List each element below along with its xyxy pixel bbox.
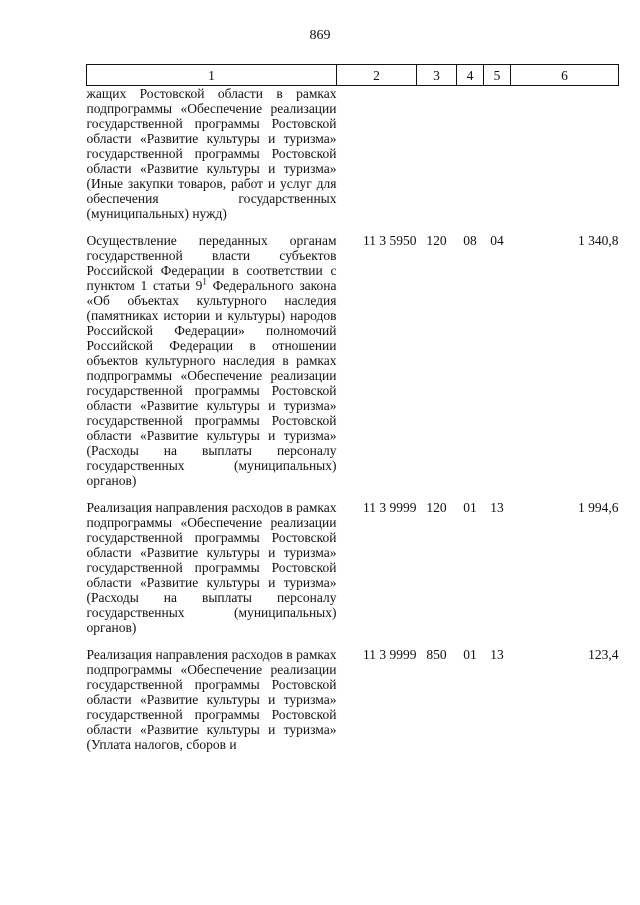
table-row xyxy=(87,500,619,635)
row-amount: 1 340,8 xyxy=(578,233,619,248)
row-col4: 01 xyxy=(463,647,477,662)
row-description: Реализация направления расходов в рамках подпрограммы «Обеспечение реализации государственной программы Ростовской области «Развитие культуры и туризма» государственной программы Ростовской области «Развитие культуры и туризма» (Уплата налогов, сборов и xyxy=(86,647,337,752)
row-col5: 13 xyxy=(490,500,504,515)
row-description-part: Федерального закона «Об объектах культурного наследия (памятниках истории и культуры) народов Российской Федерации» полномочий Российской Федерации в отношении объектов культурного наследия в рамках подпрограммы «Обеспечение реализации государственной программы Ростовской области «Развитие культуры и туризма» государственной программы Ростовской области «Развитие культуры и туризма» (Расходы на выплаты персоналу государственных (муниципальных) органов) xyxy=(86,278,337,488)
column-header-5: 5 xyxy=(484,65,511,86)
table-row xyxy=(87,647,619,752)
table-body xyxy=(87,86,619,753)
column-header-6: 6 xyxy=(511,65,619,86)
row-col5: 13 xyxy=(490,647,504,662)
row-col3: 120 xyxy=(426,233,447,248)
row-col4 xyxy=(457,86,484,222)
column-header-2: 2 xyxy=(337,65,417,86)
row-code: 11 3 9999 xyxy=(363,647,417,662)
row-description xyxy=(87,233,337,488)
page-number: 869 xyxy=(309,28,331,43)
column-header-1: 1 xyxy=(87,65,337,86)
table-header xyxy=(87,65,619,86)
row-code: 11 3 5950 xyxy=(363,233,417,248)
table-row xyxy=(87,86,619,222)
table-row xyxy=(87,233,619,488)
superscript: 1 xyxy=(202,276,207,287)
row-code xyxy=(337,86,417,222)
budget-table xyxy=(86,64,619,752)
row-col5 xyxy=(484,86,511,222)
row-col5: 04 xyxy=(490,233,504,248)
row-description-part: Осуществление переданных органам государственной власти субъектов Российской Федерации в соответствии с пунктом 1 статьи 9 xyxy=(86,233,337,293)
row-amount xyxy=(511,86,619,222)
column-header-3: 3 xyxy=(417,65,457,86)
row-col3: 850 xyxy=(426,647,447,662)
row-description: Реализация направления расходов в рамках подпрограммы «Обеспечение реализации государственной программы Ростовской области «Развитие культуры и туризма» государственной программы Ростовской области «Развитие культуры и туризма» (Расходы на выплаты персоналу государственных (муниципальных) органов) xyxy=(86,500,337,635)
row-col4: 08 xyxy=(463,233,477,248)
header-row xyxy=(87,65,619,86)
column-header-4: 4 xyxy=(457,65,484,86)
row-amount: 123,4 xyxy=(588,647,619,662)
row-amount: 1 994,6 xyxy=(578,500,619,515)
row-col4: 01 xyxy=(463,500,477,515)
row-col3 xyxy=(417,86,457,222)
row-description: жащих Ростовской области в рамках подпрограммы «Обеспечение реализации государственной программы Ростовской области «Развитие культуры и туризма» государственной программы Ростовской области «Развитие культуры и туризма» (Иные закупки товаров, работ и услуг для обеспечения государственных (муниципальных) нужд) xyxy=(86,86,337,221)
row-col3: 120 xyxy=(426,500,447,515)
row-code: 11 3 9999 xyxy=(363,500,417,515)
